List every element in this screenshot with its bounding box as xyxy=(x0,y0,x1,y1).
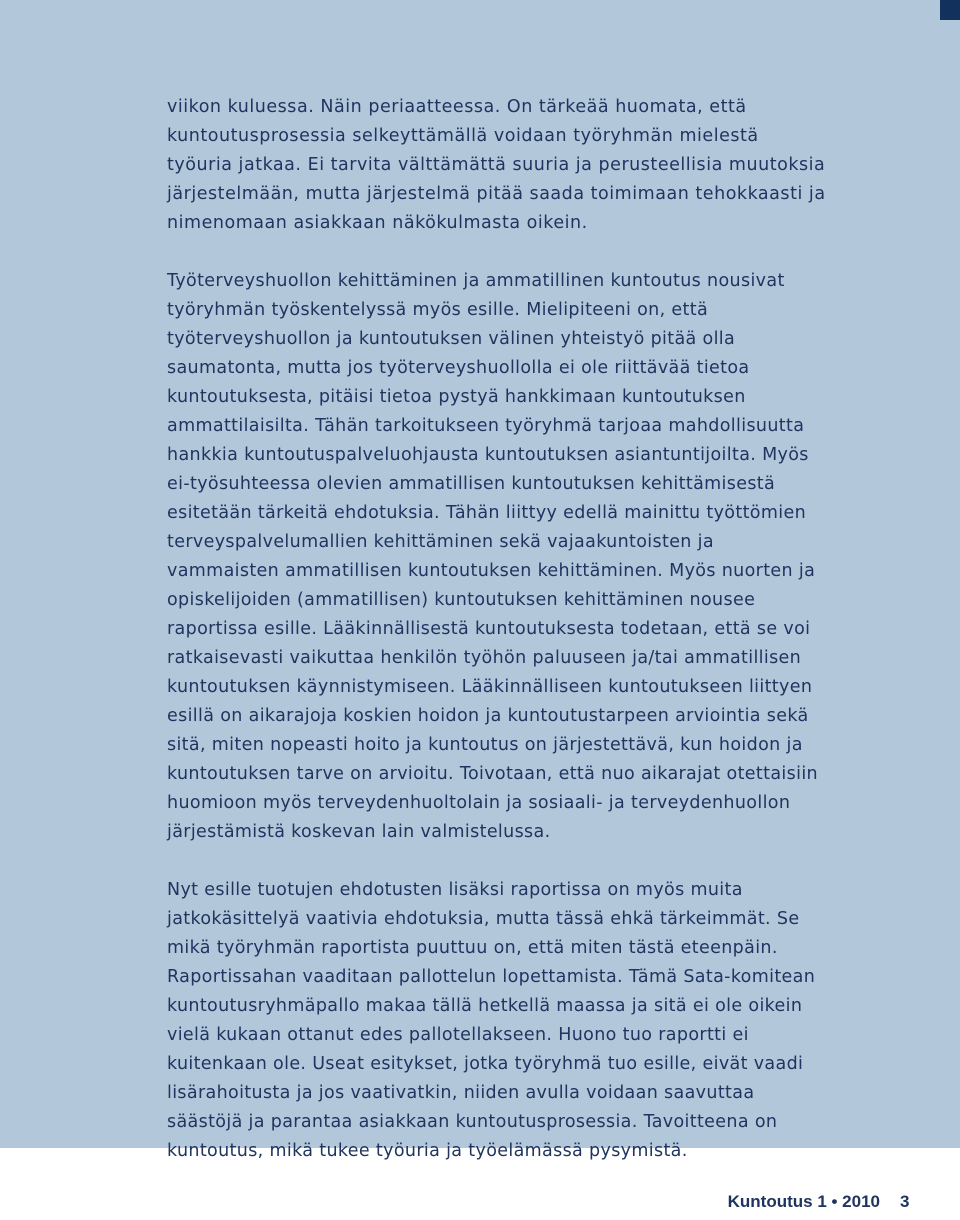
publication-label: Kuntoutus 1 • 2010 xyxy=(727,1192,880,1211)
paragraph-2: Työterveyshuollon kehittäminen ja ammatillinen kuntoutus nousivat työryhmän työskentelyssä myös esille. Mielipiteeni on, että työterveyshuollon ja kuntoutuksen välinen yhteistyö pitää olla saumatonta, mutta jos työterveyshuollolla ei ole riittävää tietoa kuntoutuksesta, pitäisi tietoa pystyä hankkimaan kuntoutuksen ammattilaisilta. Tähän tarkoitukseen työryhmä tarjoaa mahdollisuutta hankkia kuntoutuspalveluohjausta kuntoutuksen asiantuntijoilta. Myös ei-työsuhteessa olevien ammatillisen kuntoutuksen kehittämisestä esitetään tärkeitä ehdotuksia. Tähän liittyy edellä mainittu työttömien terveyspalvelumallien kehittäminen sekä vajaakuntoisten ja vammaisten ammatillisen kuntoutuksen kehittäminen. Myös nuorten ja opiskelijoiden (ammatillisen) kuntoutuksen kehittäminen nousee raportissa esille. Lääkinnällisestä kuntoutuksesta todetaan, että se voi ratkaisevasti vaikuttaa henkilön työhön paluuseen ja/tai ammatillisen kuntoutuksen käynnistymiseen. Lääkinnälliseen kuntoutukseen liittyen esillä on aikarajoja koskien hoidon ja kuntoutustarpeen arviointia sekä sitä, miten nopeasti hoito ja kuntoutus on järjestettävä, kun hoidon ja kuntoutuksen tarve on arvioitu. Toivotaan, että nuo aikarajat otettaisiin huomioon myös terveydenhuoltolain ja sosiaali- ja terveydenhuollon järjestämistä koskevan lain valmistelussa. xyxy=(167,271,818,842)
paragraph-1: viikon kuluessa. Näin periaatteessa. On tärkeää huomata, että kuntoutusprosessia selkeyttämällä voidaan työryhmän mielestä työuria jatkaa. Ei tarvita välttämättä suuria ja perusteellisia muutoksia järjestelmään, mutta järjestelmä pitää saada toimimaan tehokkaasti ja nimenomaan asiakkaan näkökulmasta oikein. xyxy=(167,97,826,233)
article-body xyxy=(167,93,827,1166)
page-footer xyxy=(727,1192,910,1212)
corner-accent-mark xyxy=(940,0,960,20)
page-number: 3 xyxy=(900,1192,910,1211)
paragraph-3: Nyt esille tuotujen ehdotusten lisäksi raportissa on myös muita jatkokäsittelyä vaativia ehdotuksia, mutta tässä ehkä tärkeimmät. Se mikä työryhmän raportista puuttuu on, että miten tästä eteenpäin. Raportissahan vaaditaan pallottelun lopettamista. Tämä Sata-komitean kuntoutusryhmäpallo makaa tällä hetkellä maassa ja sitä ei ole oikein vielä kukaan ottanut edes pallotellakseen. Huono tuo raportti ei kuitenkaan ole. Useat esitykset, jotka työryhmä tuo esille, eivät vaadi lisärahoitusta ja jos vaativatkin, niiden avulla voidaan saavuttaa säästöjä ja parantaa asiakkaan kuntoutusprosessia. Tavoitteena on kuntoutus, mikä tukee työuria ja työelämässä pysymistä. xyxy=(167,880,816,1161)
